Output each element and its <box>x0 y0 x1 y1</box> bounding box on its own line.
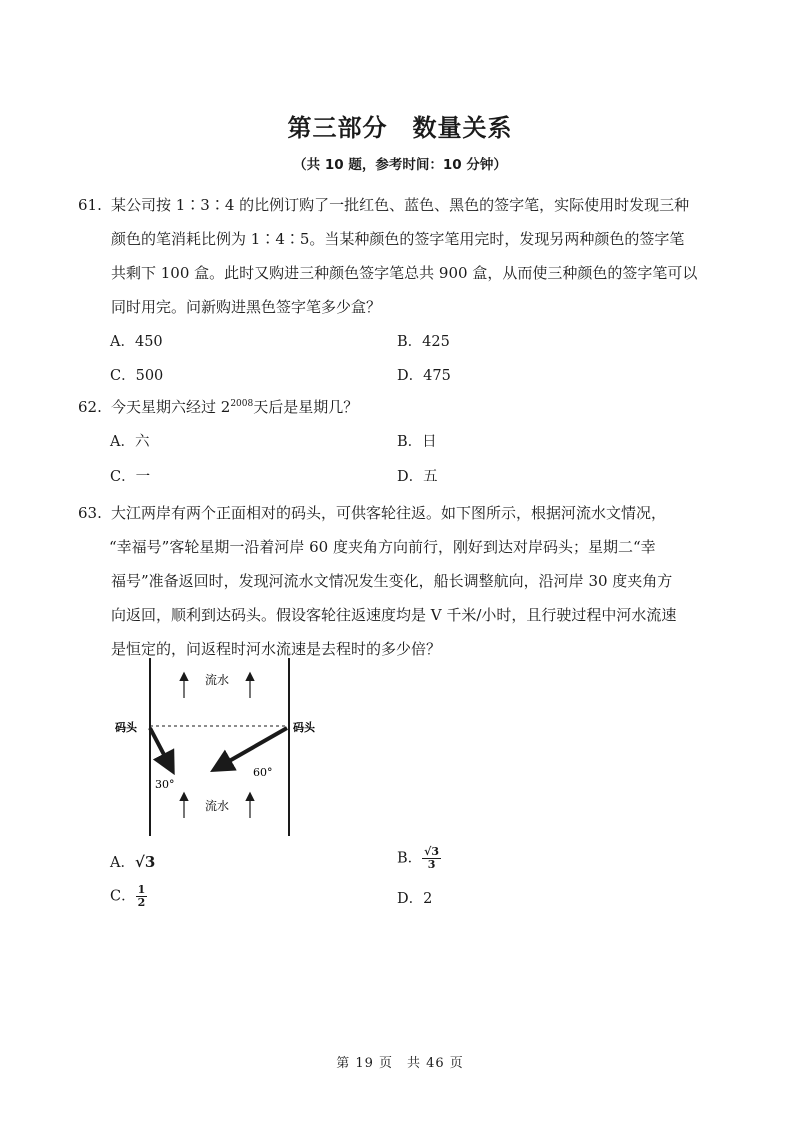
question-number: 61. <box>78 196 102 214</box>
question-text-line: 同时用完。问新购进黑色签字笔多少盒？ <box>111 298 382 316</box>
exponent: 2008 <box>230 399 254 409</box>
sqrt-value: √3 <box>134 853 156 871</box>
option-a: A．450 <box>110 334 163 350</box>
question-text-line: 向返回，顺利到达码头。假设客轮往返速度均是 V 千米/小时，且行驶过程中河水流速 <box>111 606 677 624</box>
return-course-arrow-icon <box>150 728 171 768</box>
option-c: C．500 <box>110 368 164 384</box>
section-subtitle: （共 10 题，参考时间：10 分钟） <box>293 157 507 173</box>
option-d: D．五 <box>397 469 438 485</box>
option-c: C． $\frac{1}{2}$ <box>110 883 146 909</box>
question-text-line: 是恒定的，问返程时河水流速是去程时的多少倍？ <box>111 640 442 658</box>
flow-label: 流水 <box>205 799 230 813</box>
question-text-line: 大江两岸有两个正面相对的码头，可供客轮往返。如下图所示，根据河流水文情况， <box>111 504 667 522</box>
question-number: 63. <box>78 504 102 522</box>
page-footer: 第 19 页 共 46 页 <box>336 1056 464 1071</box>
question-text-line: 福号”准备返回时，发现河流水文情况发生变化，船长调整航向，沿河岸 30 度夹角方 <box>111 572 673 590</box>
section-title: 第三部分 数量关系 <box>287 114 513 142</box>
flow-label: 流水 <box>205 673 230 687</box>
question-63 <box>78 496 728 666</box>
option-c: C．一 <box>110 469 151 485</box>
angle-label-left: 30° <box>155 778 175 791</box>
question-text-line: 共剩下 100 盒。此时又购进三种颜色签字笔总共 900 盒，从而使三种颜色的签字笔可以 <box>111 264 698 282</box>
question-text: 天后是星期几？ <box>253 398 359 416</box>
option-a: A．√3 <box>110 853 156 871</box>
question-text: 今天星期六经过 2 <box>111 398 231 416</box>
question-text-line: 某公司按 1∶3∶4 的比例订购了一批红色、蓝色、黑色的签字笔，实际使用时发现三种 <box>111 196 690 214</box>
fraction: $\frac{√3}{3}$ <box>424 845 440 871</box>
option-d: D．475 <box>397 368 451 384</box>
dock-label-right: 码头 <box>293 721 315 734</box>
question-61 <box>78 188 728 324</box>
option-d: D．2 <box>397 891 433 907</box>
option-a: A．六 <box>110 434 150 450</box>
question-text-line: “幸福号”客轮星期一沿着河岸 60 度夹角方向前行，刚好到达对岸码头；星期二“幸 <box>109 538 656 556</box>
option-b: B．日 <box>397 434 437 450</box>
option-b: B． $\frac{√3}{3}$ <box>397 845 440 871</box>
option-b: B．425 <box>397 334 450 350</box>
outbound-course-arrow-icon <box>217 728 287 768</box>
question-number: 62. <box>78 398 102 416</box>
angle-label-right: 60° <box>253 766 273 779</box>
river-diagram <box>105 658 345 838</box>
dock-label-left: 码头 <box>115 721 137 734</box>
fraction: $\frac{1}{2}$ <box>137 883 146 909</box>
question-62 <box>78 390 728 424</box>
question-text-line: 颜色的笔消耗比例为 1∶4∶5。当某种颜色的签字笔用完时，发现另两种颜色的签字笔 <box>111 230 685 248</box>
